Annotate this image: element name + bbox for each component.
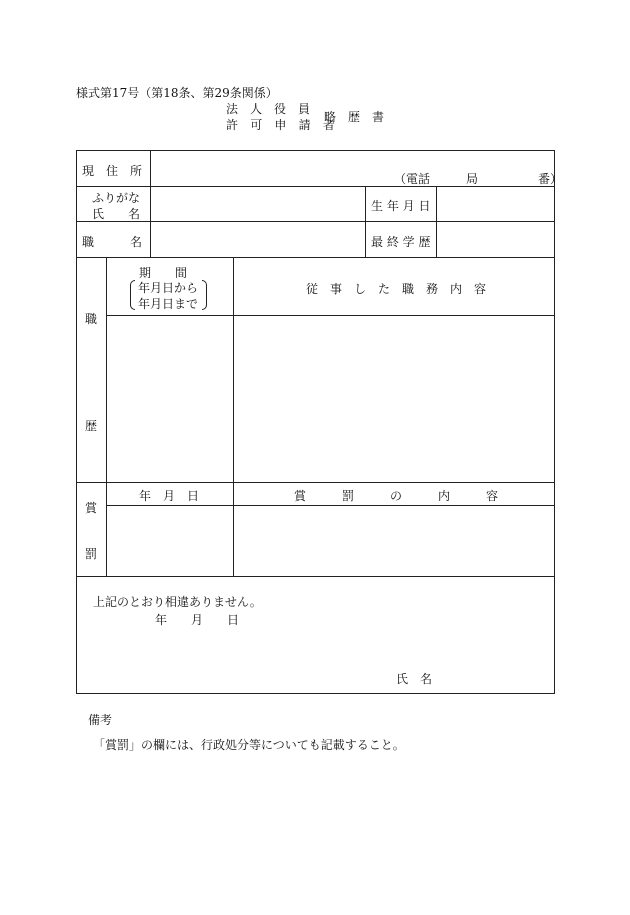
row-divider [76,482,555,483]
career-to-label: 年月日まで [138,297,199,311]
award-date-label: 年 月 日 [139,489,200,503]
birthdate-label: 生 年 月 日 [371,199,431,213]
declaration-text: 上記のとおり相違ありません。 [93,595,262,609]
row-divider [76,221,555,222]
address-label: 現 住 所 [82,164,143,178]
notes-heading: 備考 [88,713,113,727]
occupation-field[interactable] [152,223,364,256]
row-divider [76,576,555,577]
column-divider [365,186,366,257]
education-field[interactable] [438,223,554,256]
career-period-label: 期 間 [139,266,188,280]
name-field[interactable] [152,188,364,220]
column-divider [436,186,437,257]
phone-label: （電話 局 番） [394,172,563,186]
award-side-label-1: 賞 [85,501,98,515]
award-content-label: 賞 罰 の 内 容 [294,489,499,503]
right-bracket-icon [202,280,207,310]
title-suffix: 略 歴 書 [324,110,385,124]
title-line-officer: 法 人 役 員 [226,102,311,116]
award-content-field[interactable] [235,507,554,575]
career-side-label-1: 職 [85,312,98,326]
award-side-label-2: 罰 [85,547,98,561]
furigana-label: ふりがな [92,191,141,205]
birthdate-field[interactable] [438,188,554,220]
form-number: 様式第17号（第18条、第29条関係） [76,86,278,100]
column-divider [233,257,234,576]
row-divider [106,505,555,506]
signature-name-label: 氏 名 [396,672,433,686]
column-divider [106,257,107,576]
career-from-label: 年月日から [138,281,199,295]
education-label: 最 終 学 歴 [371,235,431,249]
career-side-label-2: 歴 [85,419,98,433]
row-divider [106,315,555,316]
column-divider [150,150,151,257]
left-bracket-icon [130,280,135,310]
name-label: 氏 名 [92,207,141,221]
declaration-date-label: 年 月 日 [155,613,240,627]
award-date-field[interactable] [108,507,232,575]
notes-text: 「賞罰」の欄には、行政処分等についても記載すること。 [93,738,405,752]
title-line-applicant: 許 可 申 請 者 [226,118,340,132]
row-divider [76,257,555,258]
occupation-label: 職 名 [82,235,143,249]
career-period-field[interactable] [108,317,232,481]
career-content-label: 従 事 し た 職 務 内 容 [306,282,487,296]
career-content-field[interactable] [235,317,554,481]
